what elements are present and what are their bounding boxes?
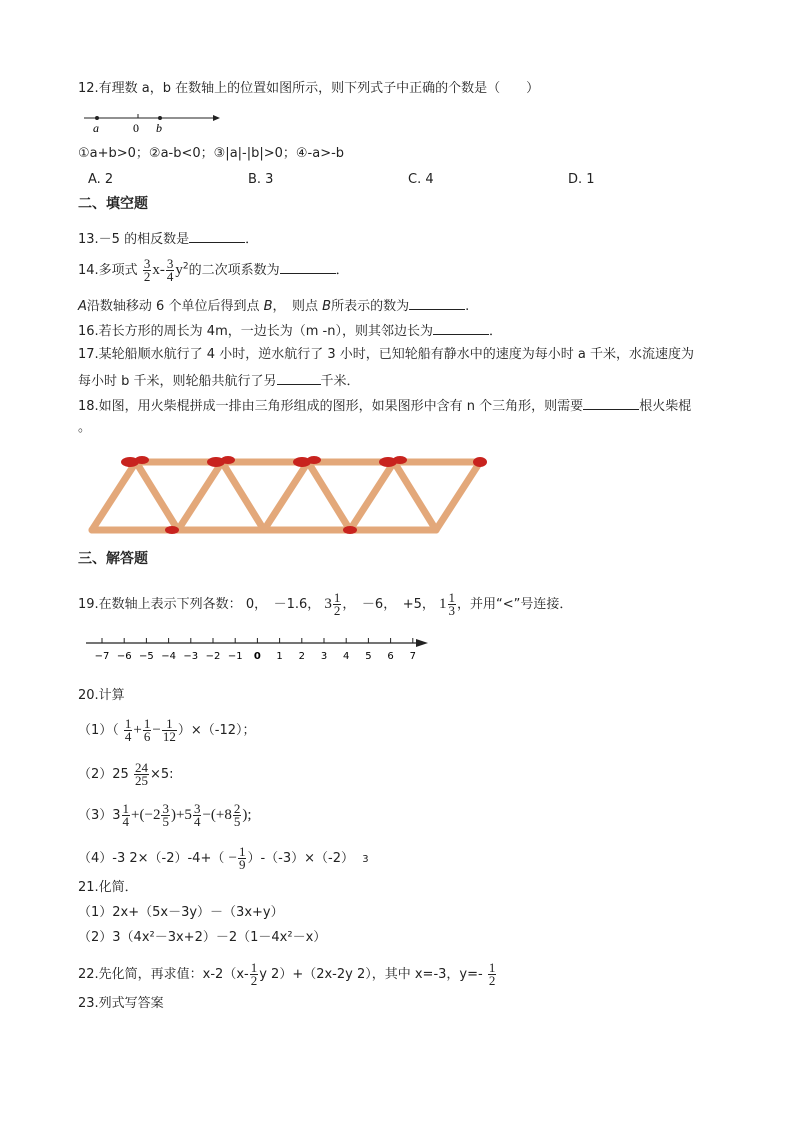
q15-blank[interactable] (409, 297, 465, 310)
point-a (95, 116, 99, 120)
label-0: 0 (133, 121, 139, 134)
q20-part3: （3）3 $\frac{1}{4}$ +(−2 $\frac{3}{5}$ )+5 $\frac{3}{4}$ −(+8 $\frac{2}{5}$ ); (78, 801, 252, 829)
q20-part4: （4）-3 2×（-2）-4+（ − $\frac{1}{9}$ ）-（-3）×（-2） 3 (78, 844, 369, 872)
q20-part1: （1）（ $\frac{1}{4}$ + $\frac{1}{6}$ − $\frac{1}{12}$ ）×（-12）； (78, 716, 256, 744)
q17-line2: 每小时 b 千米，则轮船共航行了另 千米． (78, 374, 360, 389)
q19: 19.在数轴上表示下列各数： 0， －1.6， 3 $\frac{1}{2}$ ， －6， +5， 1 $\frac{1}{3}$ ，并用“<”号连接． (78, 590, 573, 618)
option-c[interactable]: C. 4 (408, 172, 434, 187)
q23: 23.列式写答案 (78, 996, 164, 1011)
q18-line2: 。 (78, 420, 92, 435)
section-fill-in-heading: 二、填空题 (78, 196, 148, 212)
axis-tick-label: −5 (139, 651, 154, 662)
q14-blank[interactable] (280, 261, 336, 274)
axis-tick-label: 0 (253, 651, 261, 662)
axis-tick-label: 7 (409, 651, 416, 662)
q14: 14.多项式 $\frac{3}{2}$ x- $\frac{3}{4}$ $y^2$的二次项系数为 ． (78, 256, 349, 284)
axis-tick-label: −2 (205, 651, 221, 662)
q18-blank[interactable] (583, 397, 639, 410)
axis-tick-label: −7 (94, 651, 110, 662)
q17-line1: 17.某轮船顺水航行了 4 小时，逆水航行了 3 小时，已知轮船有静水中的速度为每小时 a 千米，水流速度为 (78, 347, 694, 362)
label-a: a (93, 121, 99, 134)
q22: 22.先化简，再求值：x-2（x- $\frac{1}{2}$ y 2）+（2x-2y 2），其中 x=-3，y=- $\frac{1}{2}$ (78, 960, 496, 988)
q21-part2: （2）3（4x²－3x+2）－2（1－4x²－x） (78, 930, 327, 945)
q21-title: 21.化简． (78, 880, 138, 895)
q13-blank[interactable] (189, 230, 245, 243)
axis-tick-label: 2 (298, 651, 305, 662)
matchstick-triangles-figure (82, 448, 496, 540)
q21-part1: （1）2x+（5x－3y）－（3x+y） (78, 905, 284, 920)
axis-tick-label: 5 (365, 651, 372, 662)
axis-tick-label: −1 (227, 651, 243, 662)
q12-statements: ①a+b>0；②a-b<0；③|a|-|b|>0；④-a>-b (78, 146, 345, 161)
option-d[interactable]: D. 1 (568, 172, 595, 187)
section-solve-heading: 三、解答题 (78, 551, 148, 567)
point-b (158, 116, 162, 120)
option-a[interactable]: A. 2 (88, 172, 114, 187)
axis-tick-label: −4 (161, 651, 176, 662)
q16-blank[interactable] (433, 322, 489, 335)
q20-part2: （2）25 $\frac{24}{25}$ ×5: (78, 760, 174, 788)
q20-title: 20.计算 (78, 688, 125, 703)
q18-line1: 18.如图，用火柴棍拼成一排由三角形组成的图形，如果图形中含有 n 个三角形，则需要 根火柴棍 (78, 399, 692, 414)
axis-tick-label: −6 (116, 651, 132, 662)
axis-tick-label: −3 (183, 651, 199, 662)
option-b[interactable]: B. 3 (248, 172, 274, 187)
axis-tick-label: 1 (276, 651, 283, 662)
axis-tick-label: 3 (320, 651, 328, 662)
axis-tick-label: 6 (387, 651, 394, 662)
q15: A沿数轴移动 6 个单位后得到点 B， 则点 B所表示的数为 . (78, 299, 470, 314)
q17-blank[interactable] (277, 372, 321, 385)
q12-text: 12.有理数 a，b 在数轴上的位置如图所示，则下列式子中正确的个数是（ ） (78, 81, 540, 96)
q13: 13.－5 的相反数是 ． (78, 232, 259, 247)
q16: 16.若长方形的周长为 4m，一边长为（m -n），则其邻边长为 ． (78, 324, 502, 339)
axis-tick-label: 4 (343, 651, 350, 662)
q12-number-line (82, 108, 222, 134)
label-b: b (156, 121, 162, 134)
q19-number-line (84, 634, 430, 664)
